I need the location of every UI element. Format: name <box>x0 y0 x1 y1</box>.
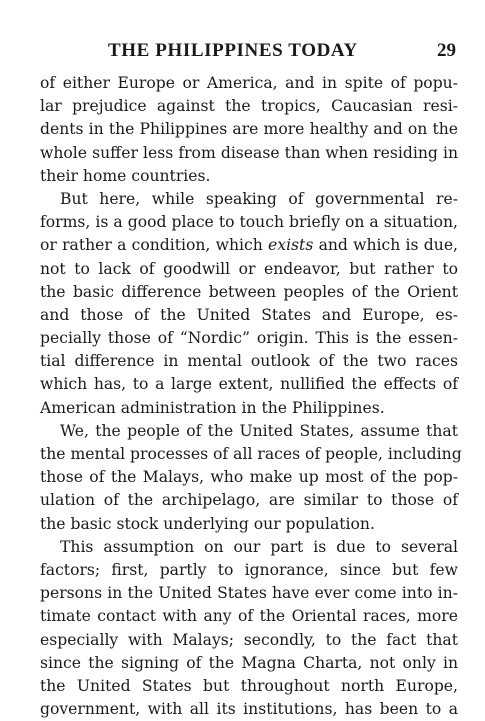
text-line: ulation of the archipelago, are similar to those of <box>40 491 458 510</box>
text-line: American administration in the Philippines. <box>40 398 385 417</box>
text-line: the basic stock underlying our population. <box>40 514 375 533</box>
text-segment: and which is due, <box>318 236 458 255</box>
text-segment: or rather a condition, which <box>40 236 263 255</box>
text-line: their home countries. <box>40 166 211 185</box>
running-head <box>40 40 456 64</box>
text-line <box>40 234 458 257</box>
text-line: since the signing of the Magna Charta, not only in <box>40 653 458 672</box>
text-line: which has, to a large extent, nullified the effects of <box>40 375 458 394</box>
text-line: of either Europe or America, and in spite of popu- <box>40 74 458 92</box>
text-line: those of the Malays, who make up most of the pop- <box>40 468 458 487</box>
text-line: persons in the United States have ever come into in- <box>40 584 458 603</box>
text-line: especially with Malays; secondly, to the fact that <box>40 630 458 649</box>
text-line: government, with all its institutions, has been to a <box>40 700 458 719</box>
text-line: We, the people of the United States, assume that <box>60 421 458 440</box>
text-line: But here, while speaking of governmental re- <box>60 189 458 208</box>
text-line: dents in the Philippines are more healthy and on the <box>40 120 458 139</box>
text-line: the basic difference between peoples of the Orient <box>40 282 458 301</box>
emphasis-text: exists <box>268 236 314 255</box>
text-line: whole suffer less from disease than when residing in <box>40 143 458 162</box>
text-line: the mental processes of all races of people, including <box>40 445 462 463</box>
text-line: This assumption on our part is due to several <box>60 537 458 556</box>
running-title: THE PHILIPPINES TODAY <box>108 40 358 61</box>
text-line: lar prejudice against the tropics, Caucasian resi- <box>40 97 458 116</box>
text-line: the United States but throughout north Europe, <box>40 676 458 695</box>
text-line: timate contact with any of the Oriental races, more <box>40 607 458 626</box>
text-line: factors; first, partly to ignorance, since but few <box>40 560 458 579</box>
body-text <box>40 72 462 721</box>
page-number: 29 <box>437 40 456 61</box>
text-line: and those of the United States and Europe, es- <box>40 305 458 324</box>
text-line: pecially those of “Nordic” origin. This is the essen- <box>40 329 458 348</box>
text-line: not to lack of goodwill or endeavor, but rather to <box>40 259 458 278</box>
text-line: forms, is a good place to touch briefly on a situation, <box>40 213 458 232</box>
text-line: tial difference in mental outlook of the two races <box>40 352 458 371</box>
